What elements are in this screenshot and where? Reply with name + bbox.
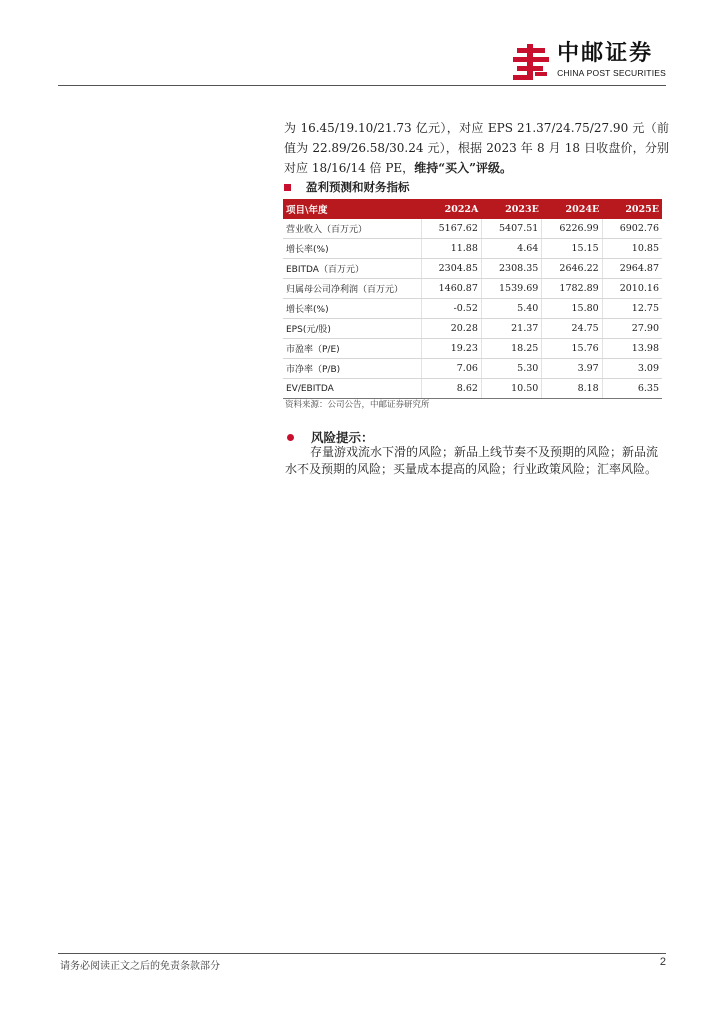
footer-disclaimer: 请务必阅读正文之后的免责条款部分: [60, 961, 220, 972]
section-title-text: 盈利预测和财务指标: [306, 180, 410, 194]
table-cell: 21.37: [481, 319, 541, 339]
forecast-text: 为 16.45/19.10/21.73 亿元），对应 EPS 21.37/24.75/27.90 元（前值为 22.89/26.58/30.24 元），根据 2023 年 8 月 18 日收盘价，分别对应 18/16/14 倍 PE，: [284, 121, 669, 175]
table-cell: 1460.87: [421, 279, 481, 299]
table-cell: 5.30: [481, 359, 541, 379]
table-cell: 2646.22: [542, 259, 602, 279]
table-cell: 2304.85: [421, 259, 481, 279]
table-cell: 8.18: [542, 379, 602, 399]
table-cell: 6226.99: [542, 219, 602, 239]
logo-english-name: CHINA POST SECURITIES: [557, 68, 666, 78]
table-cell: 10.50: [481, 379, 541, 399]
row-label: 增长率(%): [283, 299, 421, 319]
page-number: 2: [659, 956, 666, 968]
table-row: [283, 339, 662, 359]
table-cell: 10.85: [602, 239, 662, 259]
table-cell: 27.90: [602, 319, 662, 339]
header-2025e: 2025E: [602, 199, 662, 219]
table-header-row: [283, 199, 662, 219]
table-row: [283, 279, 662, 299]
header-2024e: 2024E: [542, 199, 602, 219]
row-label: 市净率（P/B): [283, 359, 421, 379]
table-cell: 15.76: [542, 339, 602, 359]
square-bullet-icon: [284, 184, 291, 191]
table-cell: 18.25: [481, 339, 541, 359]
table-source-note: 资料来源：公司公告，中邮证券研究所: [285, 400, 430, 410]
table-cell: 15.80: [542, 299, 602, 319]
row-label: 市盈率（P/E): [283, 339, 421, 359]
risk-paragraph: 存量游戏流水下滑的风险；新品上线节奏不及预期的风险；新品流水不及预期的风险；买量成本提高的风险；行业政策风险；汇率风险。: [285, 445, 659, 476]
table-row: [283, 319, 662, 339]
table-cell: 3.97: [542, 359, 602, 379]
table-cell: 20.28: [421, 319, 481, 339]
table-cell: 5.40: [481, 299, 541, 319]
header-item: 项目\年度: [283, 199, 421, 219]
table-section-title: [284, 179, 410, 195]
table-cell: 6.35: [602, 379, 662, 399]
table-cell: 8.62: [421, 379, 481, 399]
table-cell: 24.75: [542, 319, 602, 339]
logo-chinese-name: 中邮证券: [557, 41, 654, 66]
table-cell: -0.52: [421, 299, 481, 319]
table-row: [283, 219, 662, 239]
table-cell: 5407.51: [481, 219, 541, 239]
china-post-logo-icon: [511, 42, 551, 82]
financial-forecast-table: [283, 199, 662, 399]
company-logo: [511, 42, 666, 82]
forecast-paragraph: [284, 118, 669, 178]
round-bullet-icon: [287, 434, 294, 441]
table-cell: 19.23: [421, 339, 481, 359]
table-cell: 11.88: [421, 239, 481, 259]
table-cell: 5167.62: [421, 219, 481, 239]
table-row: [283, 299, 662, 319]
table-cell: 2964.87: [602, 259, 662, 279]
header-divider: [58, 85, 666, 86]
row-label: EPS(元/股): [283, 319, 421, 339]
table-cell: 13.98: [602, 339, 662, 359]
table-cell: 15.15: [542, 239, 602, 259]
table-cell: 12.75: [602, 299, 662, 319]
table-cell: 2010.16: [602, 279, 662, 299]
footer-divider: [58, 953, 666, 954]
row-label: 营业收入（百万元）: [283, 219, 421, 239]
table-row: [283, 239, 662, 259]
row-label: EV/EBITDA: [283, 379, 421, 399]
table-row: [283, 259, 662, 279]
table-cell: 2308.35: [481, 259, 541, 279]
risk-title-text: 风险提示：: [311, 430, 374, 445]
table-cell: 7.06: [421, 359, 481, 379]
table-row: [283, 379, 662, 399]
header-2022a: 2022A: [421, 199, 481, 219]
table-cell: 6902.76: [602, 219, 662, 239]
table-cell: 3.09: [602, 359, 662, 379]
table-cell: 4.64: [481, 239, 541, 259]
row-label: 归属母公司净利润（百万元）: [283, 279, 421, 299]
table-row: [283, 359, 662, 379]
row-label: EBITDA（百万元）: [283, 259, 421, 279]
table-cell: 1782.89: [542, 279, 602, 299]
rating-text: 维持“买入”评级。: [414, 161, 512, 175]
row-label: 增长率(%): [283, 239, 421, 259]
header-2023e: 2023E: [481, 199, 541, 219]
table-cell: 1539.69: [481, 279, 541, 299]
